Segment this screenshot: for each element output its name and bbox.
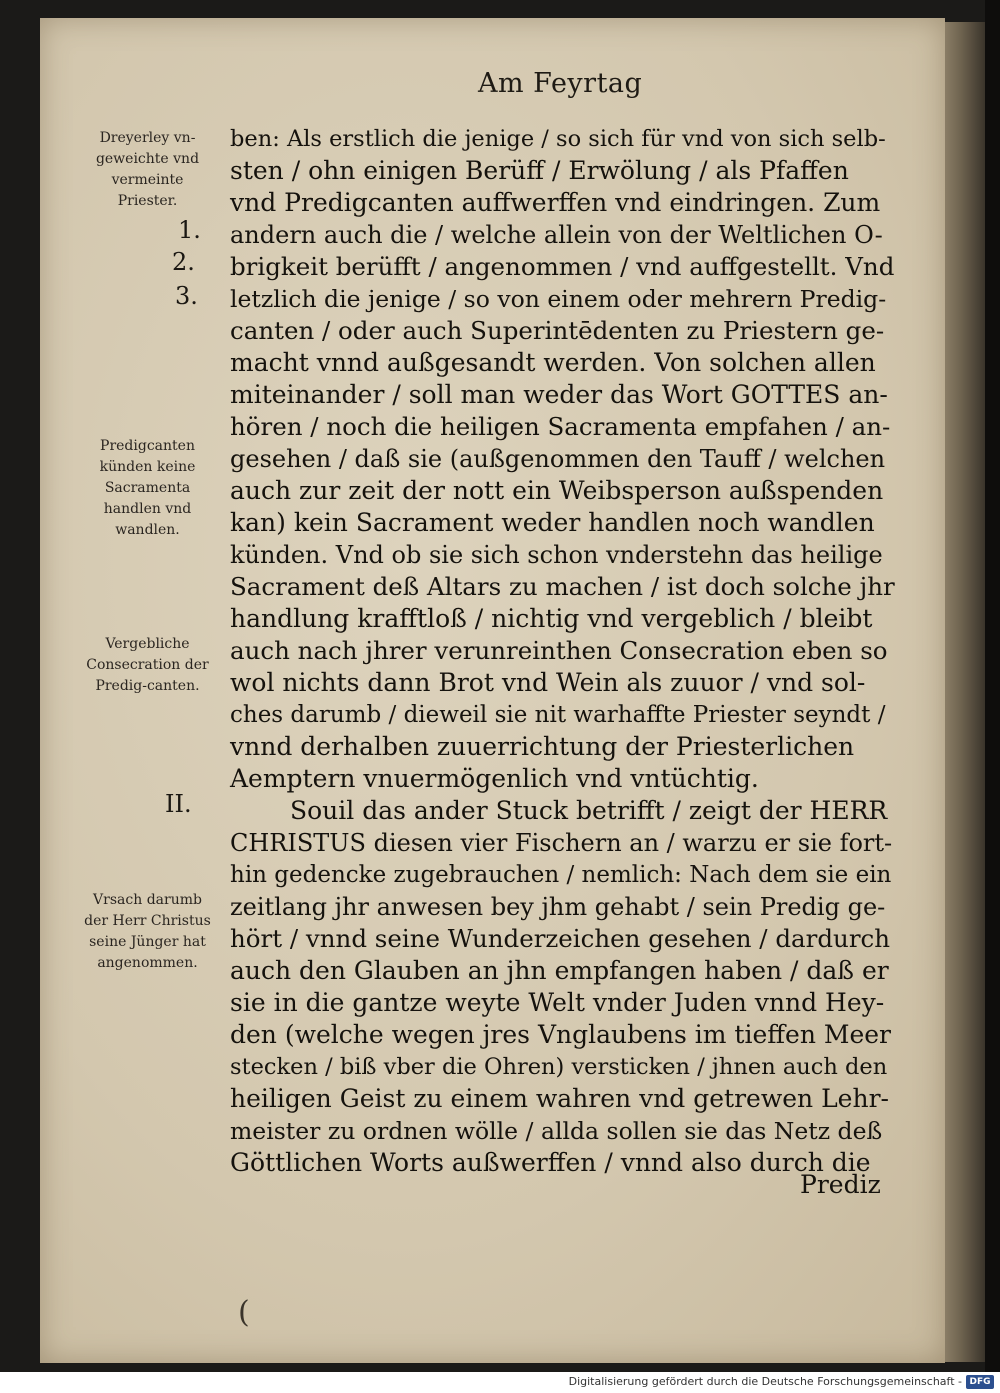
- text-line: CHRISTUS diesen vier Fischern an / warzu er sie fort-: [230, 829, 893, 857]
- enumerator-1: 1.: [178, 216, 201, 244]
- text-line: wol nichts dann Brot vnd Wein als zuuor / vnd sol-: [230, 668, 866, 697]
- text-line: Aemptern vnuermögenlich vnd vntüchtig.: [230, 764, 759, 793]
- text-line: miteinander / soll man weder das Wort GOTTES an-: [230, 380, 888, 409]
- text-line: auch zur zeit der nott ein Weibsperson außspenden: [230, 476, 884, 505]
- margin-note-dreyerley: Dreyerley vn-geweichte vnd vermeinte Priester.: [95, 130, 200, 209]
- section-number-ii: II.: [165, 790, 192, 818]
- dfg-logo: DFG: [966, 1375, 994, 1389]
- text-line: hört / vnnd seine Wunderzeichen gesehen / dardurch: [230, 924, 891, 953]
- page-edge: [945, 22, 985, 1362]
- margin-note-vergebliche: Vergebliche Consecration der Predig-canten.: [86, 636, 209, 694]
- enumerator-2: 2.: [172, 248, 195, 276]
- text-line: macht vnnd außgesandt werden. Von solchen allen: [230, 348, 876, 377]
- text-line: andern auch die / welche allein von der Weltlichen O-: [230, 221, 883, 249]
- margin-note-vrsach: Vrsach darumb der Herr Christus seine Jünger hat angenommen.: [84, 892, 211, 971]
- margin-note-predigcanten: Predigcanten künden keine Sacramenta handlen vnd wandlen.: [99, 438, 196, 538]
- ink-mark: (: [238, 1295, 250, 1330]
- footer-bar: [0, 1372, 1000, 1393]
- text-line: sie in die gantze weyte Welt vnder Juden vnnd Hey-: [230, 988, 885, 1017]
- text-line: vnnd derhalben zuuerrichtung der Priesterlichen: [230, 732, 855, 761]
- text-line: kan) kein Sacrament weder handlen noch wandlen: [230, 508, 875, 537]
- text-line: Göttlichen Worts außwerffen / vnnd also durch die: [230, 1148, 871, 1177]
- text-line: hin gedencke zugebrauchen / nemlich: Nach dem sie ein: [230, 862, 892, 888]
- text-line: ben: Als erstlich die jenige / so sich für vnd von sich selb-: [230, 126, 886, 152]
- text-line: künden. Vnd ob sie sich schon vnderstehn das heilige: [230, 541, 883, 569]
- text-line: ches darumb / dieweil sie nit warhaffte Priester seyndt /: [230, 702, 886, 728]
- text-line: zeitlang jhr anwesen bey jhm gehabt / sein Predig ge-: [230, 893, 886, 921]
- text-line: hören / noch die heiligen Sacramenta empfahen / an-: [230, 412, 891, 441]
- text-line: Sacrament deß Altars zu machen / ist doch solche jhr: [230, 572, 895, 601]
- text-line: brigkeit berüfft / angenommen / vnd auffgestellt. Vnd: [230, 252, 895, 281]
- text-line: meister zu ordnen wölle / allda sollen sie das Netz deß: [230, 1117, 883, 1145]
- text-line: auch nach jhrer verunreinthen Consecration eben so: [230, 636, 888, 665]
- scan-border: [985, 0, 1000, 1372]
- enumerator-3: 3.: [175, 282, 198, 310]
- text-line: sten / ohn einigen Berüff / Erwölung / als Pfaffen: [230, 156, 849, 185]
- text-line: stecken / biß vber die Ohren) versticken / jhnen auch den: [230, 1054, 888, 1080]
- text-line: heiligen Geist zu einem wahren vnd getrewen Lehr-: [230, 1084, 889, 1113]
- text-line: canten / oder auch Superintēdenten zu Priestern ge-: [230, 316, 885, 345]
- text-line: den (welche wegen jres Vnglaubens im tieffen Meer: [230, 1020, 892, 1049]
- footer-credit: Digitalisierung gefördert durch die Deutsche Forschungsgemeinschaft -: [568, 1375, 962, 1388]
- text-line: vnd Predigcanten auffwerffen vnd eindringen. Zum: [230, 188, 881, 217]
- text-line: handlung krafftloß / nichtig vnd vergeblich / bleibt: [230, 604, 873, 633]
- text-line: auch den Glauben an jhn empfangen haben / daß er: [230, 956, 889, 985]
- text-line: gesehen / daß sie (außgenommen den Tauff / welchen: [230, 445, 886, 473]
- text-line: Souil das ander Stuck betrifft / zeigt der HERR: [290, 796, 888, 825]
- text-line: letzlich die jenige / so von einem oder mehrern Predig-: [230, 285, 887, 313]
- running-header: Am Feyrtag: [478, 68, 643, 99]
- catchword: Prediz: [800, 1170, 881, 1199]
